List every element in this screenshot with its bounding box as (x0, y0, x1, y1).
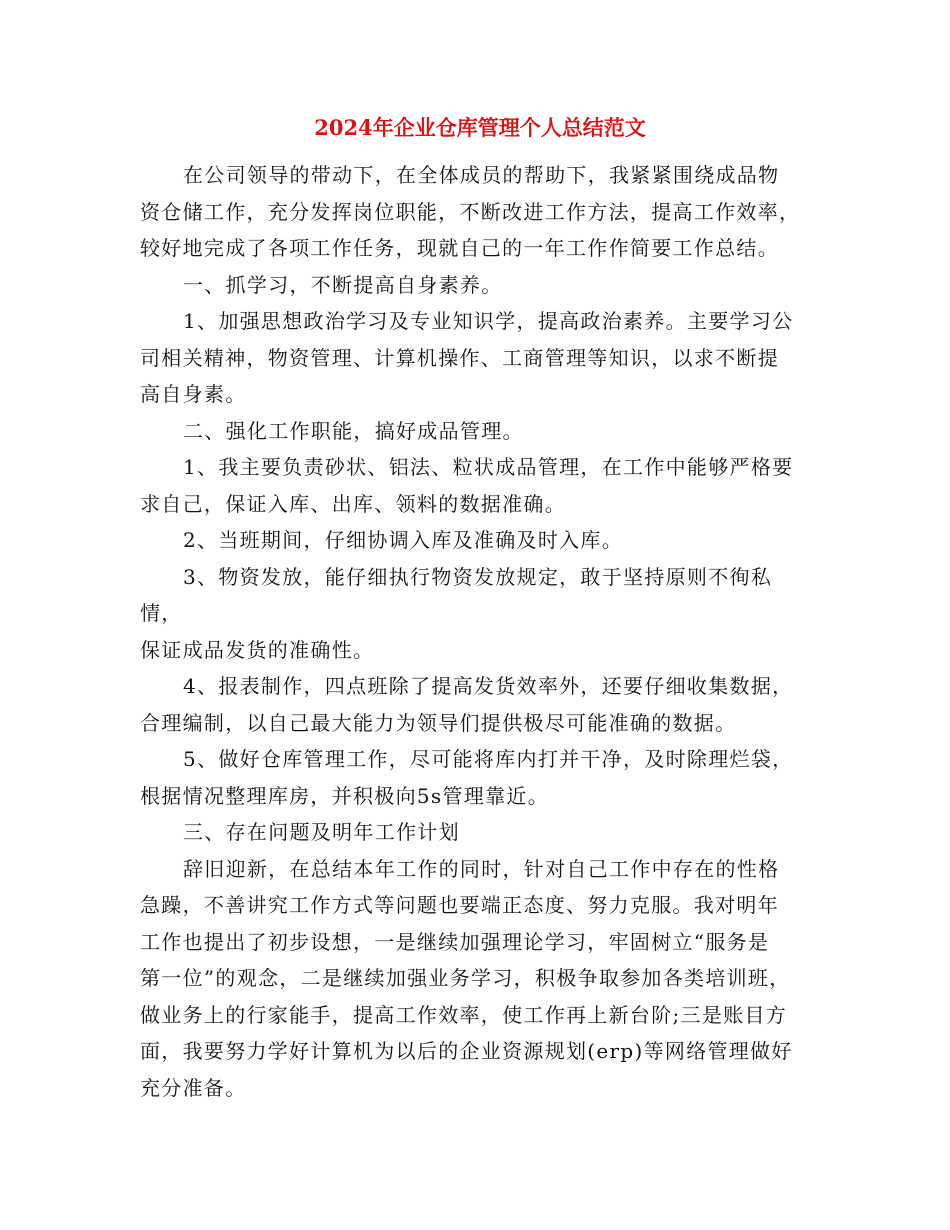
paragraph-item-4: 4、报表制作，四点班除了提高发货效率外，还要仔细收集数据， 合理编制，以自己最大能力为领导们提供极尽可能准确的数据。 (140, 674, 794, 735)
section-heading-1: 一、抓学习，不断提高自身素养。 (183, 272, 503, 297)
document-title: 2024年企业仓库管理个人总结范文 (314, 115, 646, 140)
section-heading-2: 二、强化工作职能，搞好成品管理。 (183, 418, 524, 443)
paragraph-item-5: 5、做好仓库管理工作，尽可能将库内打并干净，及时除理烂袋， 根据情况整理库房，并积极向5s管理靠近。 (140, 747, 794, 808)
paragraph-item-1: 1、我主要负责砂状、铝法、粒状成品管理，在工作中能够严格要 求自己，保证入库、出库、领料的数据准确。 (140, 455, 794, 516)
paragraph-plan: 辞旧迎新，在总结本年工作的同时，针对自己工作中存在的性格 急躁，不善讲究工作方式等问题也要端正态度、努力克服。我对明年 工作也提出了初步设想，一是继续加强理论学习，牢固树立“服务是 第一位”的观念，二是继续加强业务学习，积极争取参加各类培训班， 做业务上的行家能手，提高工作效率，使工作再上新台阶;三是账目方 面，我要努力学好计算机为以后的企业资源规划(erp)等网络管理做好 充分准备。 (140, 856, 793, 1100)
paragraph-intro: 在公司领导的带动下，在全体成员的帮助下，我紧紧围绕成品物 资仓储工作，充分发挥岗位职能，不断改进工作方法，提高工作效率， 较好地完成了各项工作任务，现就自己的一年工作作简要工作总结。 (140, 163, 801, 260)
paragraph-item-2: 2、当班期间，仔细协调入库及准确及时入库。 (183, 528, 624, 552)
section-heading-3: 三、存在问题及明年工作计划 (183, 820, 460, 844)
document-body (140, 157, 810, 1106)
paragraph-item-3: 3、物资发放，能仔细执行物资发放规定，敢于坚持原则不徇私情， 保证成品发货的准确性。 (140, 564, 773, 662)
paragraph-study: 1、加强思想政治学习及专业知识学，提高政治素养。主要学习公 司相关精神，物资管理、计算机操作、工商管理等知识，以求不断提 高自身素。 (140, 309, 794, 406)
